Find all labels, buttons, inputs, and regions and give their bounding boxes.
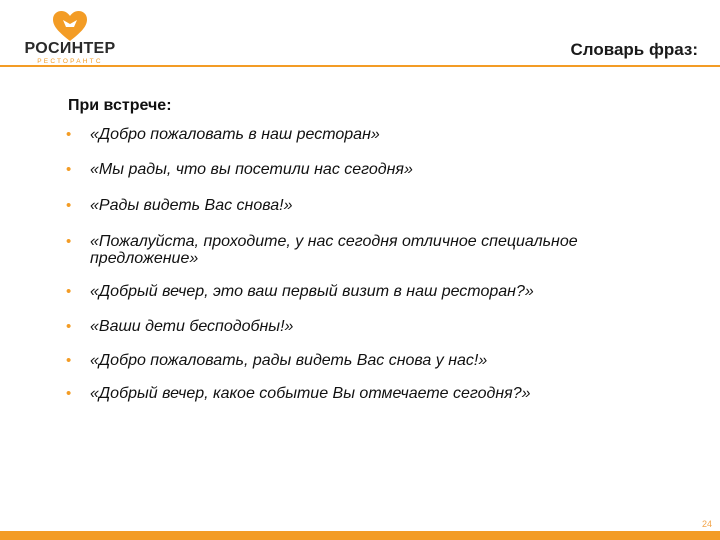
phrase-text: «Пожалуйста, проходите, у нас сегодня отличное специальное предложение» xyxy=(90,233,578,267)
bullet-icon: • xyxy=(66,126,72,143)
heart-icon xyxy=(52,10,88,42)
bullet-icon: • xyxy=(66,161,72,178)
header-divider xyxy=(0,65,720,67)
phrase-text: «Ваши дети бесподобны!» xyxy=(90,318,294,335)
footer-bar xyxy=(0,531,720,540)
bullet-icon: • xyxy=(66,352,72,369)
page-number: 24 xyxy=(701,519,712,529)
phrase-text: «Добро пожаловать в наш ресторан» xyxy=(90,126,380,143)
company-logo xyxy=(20,10,120,66)
bullet-icon: • xyxy=(66,283,72,300)
bullet-icon: • xyxy=(66,385,72,402)
logo-subtitle: РЕСТОРАНТС xyxy=(37,58,103,65)
logo-name: РОСИНТЕР xyxy=(24,40,116,57)
section-heading: При встрече: xyxy=(68,97,172,114)
phrase-text: «Добро пожаловать, рады видеть Вас снова у нас!» xyxy=(90,352,488,369)
page-title: Словарь фраз: xyxy=(570,40,698,59)
bullet-icon: • xyxy=(66,318,72,335)
phrase-text: «Добрый вечер, какое событие Вы отмечаете сегодня?» xyxy=(90,385,531,402)
phrase-text: «Рады видеть Вас снова!» xyxy=(90,197,293,214)
phrase-text: «Мы рады, что вы посетили нас сегодня» xyxy=(90,161,413,178)
bullet-icon: • xyxy=(66,233,72,250)
bullet-icon: • xyxy=(66,197,72,214)
phrase-text: «Добрый вечер, это ваш первый визит в наш ресторан?» xyxy=(90,283,534,300)
